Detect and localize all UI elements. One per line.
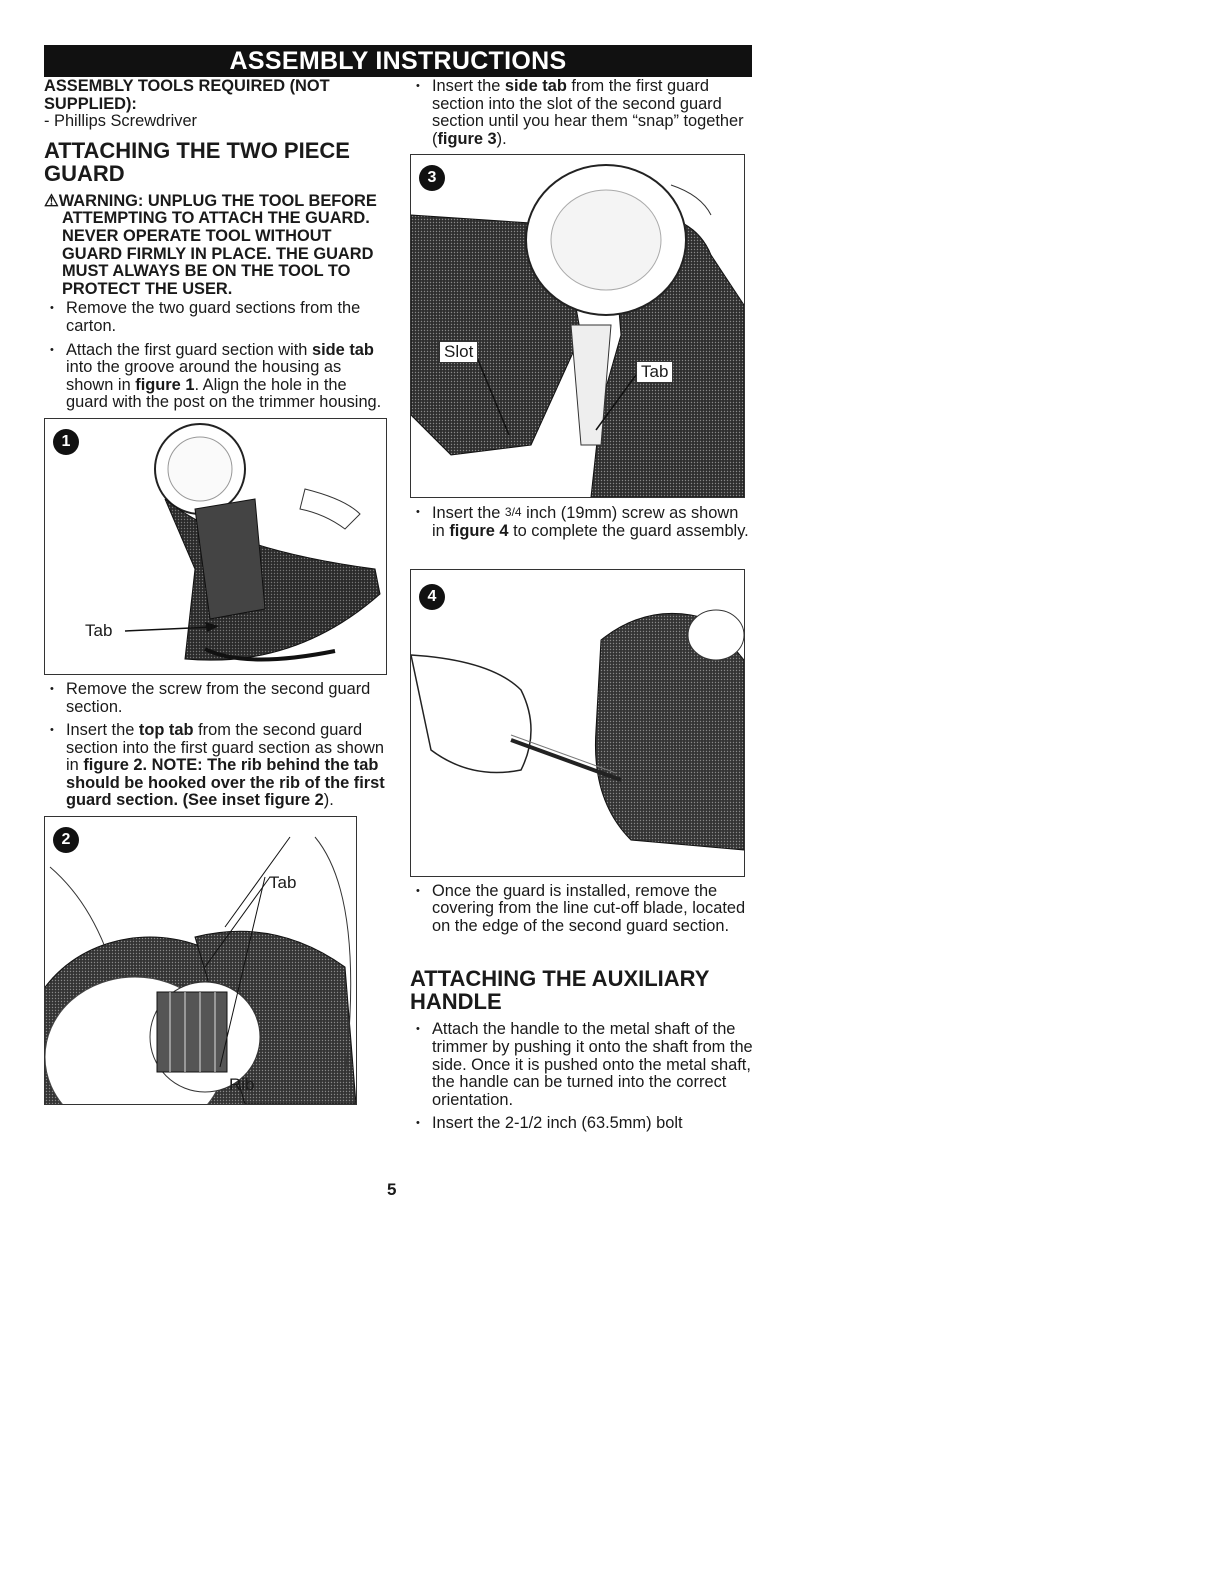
left-column bbox=[44, 78, 389, 1111]
figure-4-illustration bbox=[411, 570, 744, 876]
figure-2-illustration bbox=[45, 817, 356, 1104]
step-attach-handle: • Attach the handle to the metal shaft of the trimmer by pushing it onto the shaft from the side. Once it is pushed onto the metal shaft, the handle can be turned into the correct orientation. bbox=[410, 1021, 755, 1109]
step-insert-side-tab: • Insert the side tab from the first guard section into the slot of the second guard section until you hear them “snap” together (figure 3). bbox=[410, 78, 755, 148]
figure-3-illustration bbox=[411, 155, 744, 497]
figure-4 bbox=[410, 569, 745, 877]
step-insert-top-tab: • Insert the top tab from the second guard section into the first guard section as shown in figure 2. NOTE: The rib behind the tab should be hooked over the rib of the first guard section. (See inset figure 2). bbox=[44, 722, 389, 810]
guard-section-heading: ATTACHING THE TWO PIECE GUARD bbox=[44, 137, 350, 186]
step-remove-covering: • Once the guard is installed, remove the covering from the line cut-off blade, located on the edge of the second guard section. bbox=[410, 883, 755, 936]
figure-1-tab-arrow bbox=[121, 619, 221, 639]
figure-3 bbox=[410, 154, 745, 498]
right-column bbox=[410, 78, 755, 1139]
page-number: 5 bbox=[387, 1180, 397, 1199]
figure-3-slot-label: Slot bbox=[439, 341, 478, 363]
figure-3-number: 3 bbox=[419, 165, 445, 191]
step-attach-first: • Attach the first guard section with side tab into the groove around the housing as shown in figure 1. Align the hole in the guard with the post on the trimmer housing. bbox=[44, 342, 389, 412]
figure-2 bbox=[44, 816, 357, 1105]
step-insert-screw: • Insert the 3/4 inch (19mm) screw as shown in figure 4 to complete the guard assembly. bbox=[410, 504, 755, 540]
step-remove-screw: • Remove the screw from the second guard section. bbox=[44, 681, 389, 716]
page-banner: ASSEMBLY INSTRUCTIONS bbox=[44, 45, 752, 77]
step-remove-sections: • Remove the two guard sections from the carton. bbox=[44, 300, 389, 335]
figure-2-tab-label: Tab bbox=[269, 873, 297, 893]
warning-text: ⚠WARNING: UNPLUG THE TOOL BEFORE ATTEMPTING TO ATTACH THE GUARD. NEVER OPERATE TOOL WITHOUT GUARD FIRMLY IN PLACE. THE GUARD MUST ALWAYS BE ON THE TOOL TO PROTECT THE USER. bbox=[44, 191, 377, 298]
figure-2-number: 2 bbox=[53, 827, 79, 853]
handle-section-heading: ATTACHING THE AUXILIARY HANDLE bbox=[410, 966, 710, 1015]
figure-1-number: 1 bbox=[53, 429, 79, 455]
figure-2-rib-label: Rib bbox=[229, 1075, 255, 1095]
figure-3-tab-label: Tab bbox=[636, 361, 673, 383]
tools-item: - Phillips Screwdriver bbox=[44, 112, 198, 131]
warning-triangle-icon: ⚠ bbox=[44, 191, 59, 210]
step-insert-bolt: • Insert the 2-1/2 inch (63.5mm) bolt bbox=[410, 1115, 755, 1133]
figure-4-number: 4 bbox=[419, 584, 445, 610]
tools-heading: ASSEMBLY TOOLS REQUIRED (NOT SUPPLIED): bbox=[44, 77, 330, 113]
figure-1-tab-label: Tab bbox=[85, 620, 113, 640]
figure-1 bbox=[44, 418, 387, 675]
